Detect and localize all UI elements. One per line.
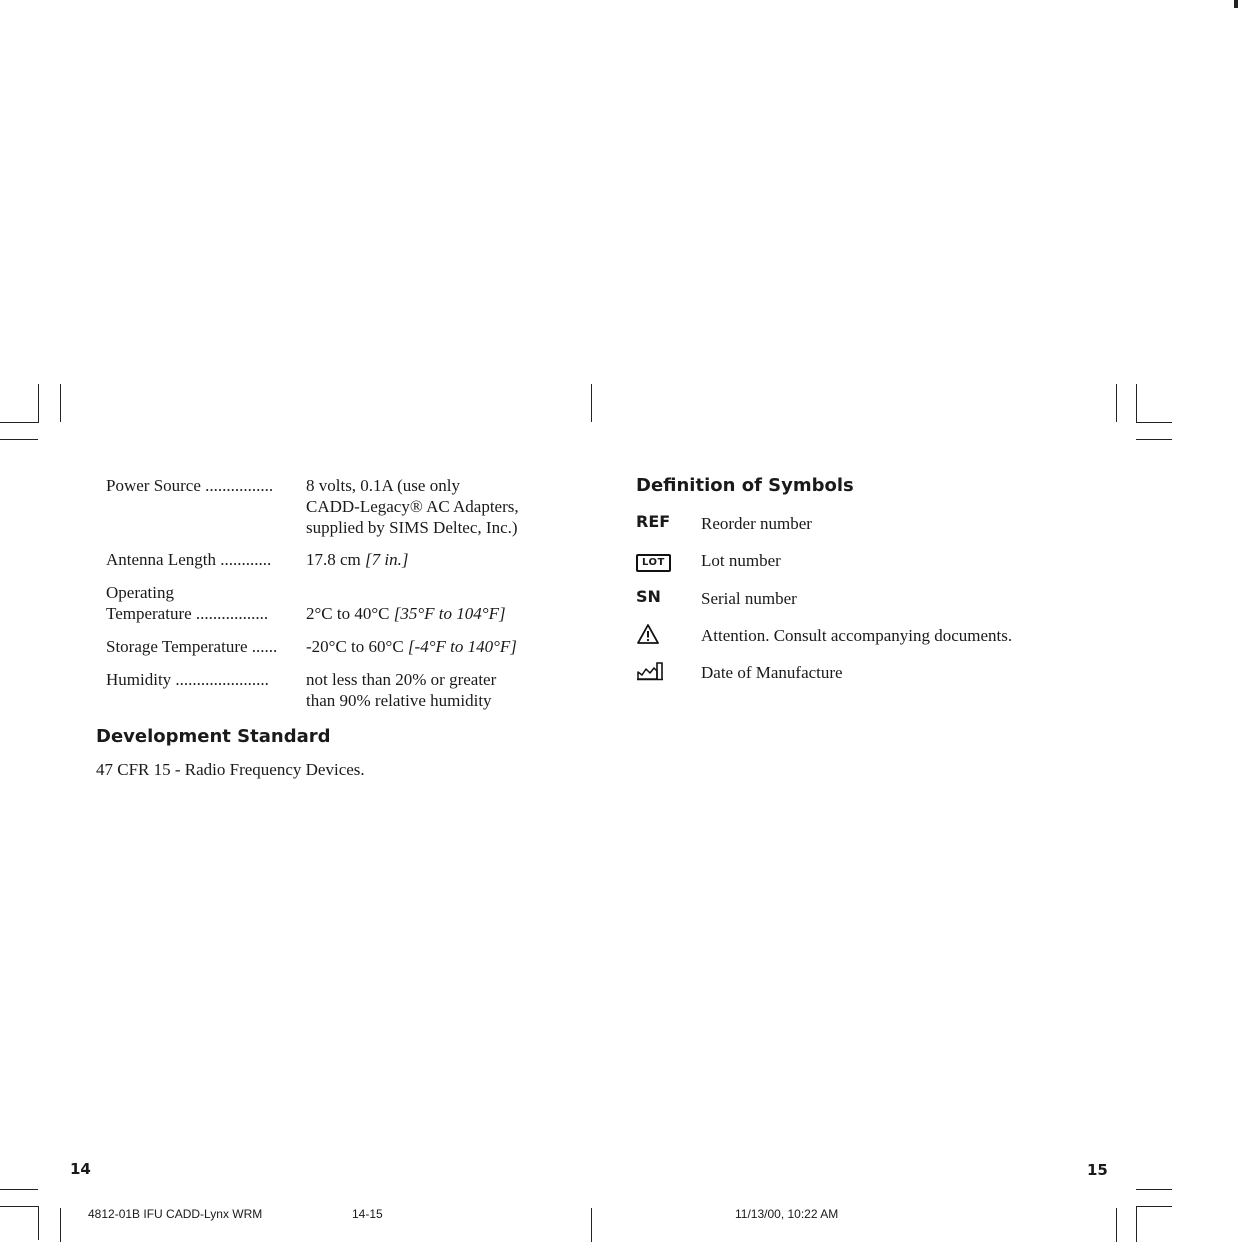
spec-value-text: 17.8 cm: [306, 550, 366, 569]
symbol-description: Attention. Consult accompanying documents.: [701, 626, 1013, 645]
spec-antenna-length: [106, 549, 546, 571]
spec-value-text: 2°C to 40°C: [306, 604, 394, 623]
symbol-row-ref: [636, 511, 1196, 535]
spec-label: Storage Temperature ......: [106, 637, 278, 656]
date-of-manufacture-icon: [636, 660, 686, 684]
symbol-row-date-of-manufacture: [636, 660, 1196, 684]
page-number-right: 15: [1087, 1161, 1108, 1179]
spec-value-imperial: [-4°F to 140°F]: [407, 637, 517, 656]
symbol-row-attention: [636, 623, 1196, 647]
spec-label: Temperature .................: [106, 604, 269, 623]
symbol-description: Lot number: [701, 551, 781, 570]
spec-operating-temperature: [106, 582, 546, 626]
lot-symbol-text: LOT: [636, 554, 671, 572]
spec-value-line: not less than 20% or greater: [306, 670, 497, 689]
spec-value-text: -20°C to 60°C: [306, 637, 408, 656]
spec-value-line: CADD-Legacy® AC Adapters,: [306, 497, 519, 516]
spec-value-imperial: [7 in.]: [365, 550, 409, 569]
spec-value-imperial: [35°F to 104°F]: [393, 604, 506, 623]
spec-label: Antenna Length ............: [106, 550, 272, 569]
attention-triangle-icon: [636, 623, 686, 647]
slug-page-range: 14-15: [352, 1207, 383, 1221]
page-number-left: 14: [70, 1160, 91, 1178]
spec-label: Humidity ......................: [106, 670, 269, 689]
spec-humidity: [106, 669, 546, 713]
slug-job-name: 4812-01B IFU CADD-Lynx WRM: [88, 1207, 263, 1221]
symbol-description: Serial number: [701, 589, 797, 608]
symbol-row-sn: [636, 586, 1196, 610]
spec-power-source: [106, 475, 546, 541]
spec-value: [306, 669, 496, 711]
spec-value-line: supplied by SIMS Deltec, Inc.): [306, 518, 518, 537]
lot-symbol: [636, 549, 686, 573]
symbol-row-lot: [636, 548, 1196, 572]
sn-symbol: SN: [636, 587, 661, 606]
development-standard-text: 47 CFR 15 - Radio Frequency Devices.: [96, 760, 365, 779]
spec-label-line1: Operating: [106, 583, 174, 602]
spec-value: [306, 549, 409, 570]
definition-of-symbols-heading: Definition of Symbols: [636, 475, 854, 496]
spec-value-line: than 90% relative humidity: [306, 691, 492, 710]
development-standard-heading: Development Standard: [96, 726, 331, 747]
spec-label: Power Source ................: [106, 476, 274, 495]
symbol-description: Reorder number: [701, 514, 812, 533]
slug-datetime: 11/13/00, 10:22 AM: [735, 1207, 839, 1221]
symbol-description: Date of Manufacture: [701, 663, 843, 682]
spec-storage-temperature: [106, 636, 546, 658]
ref-symbol: REF: [636, 512, 671, 531]
spec-value-line: 8 volts, 0.1A (use only: [306, 476, 460, 495]
spec-value: [306, 603, 506, 624]
spec-value: [306, 475, 519, 538]
spec-value: [306, 636, 517, 657]
